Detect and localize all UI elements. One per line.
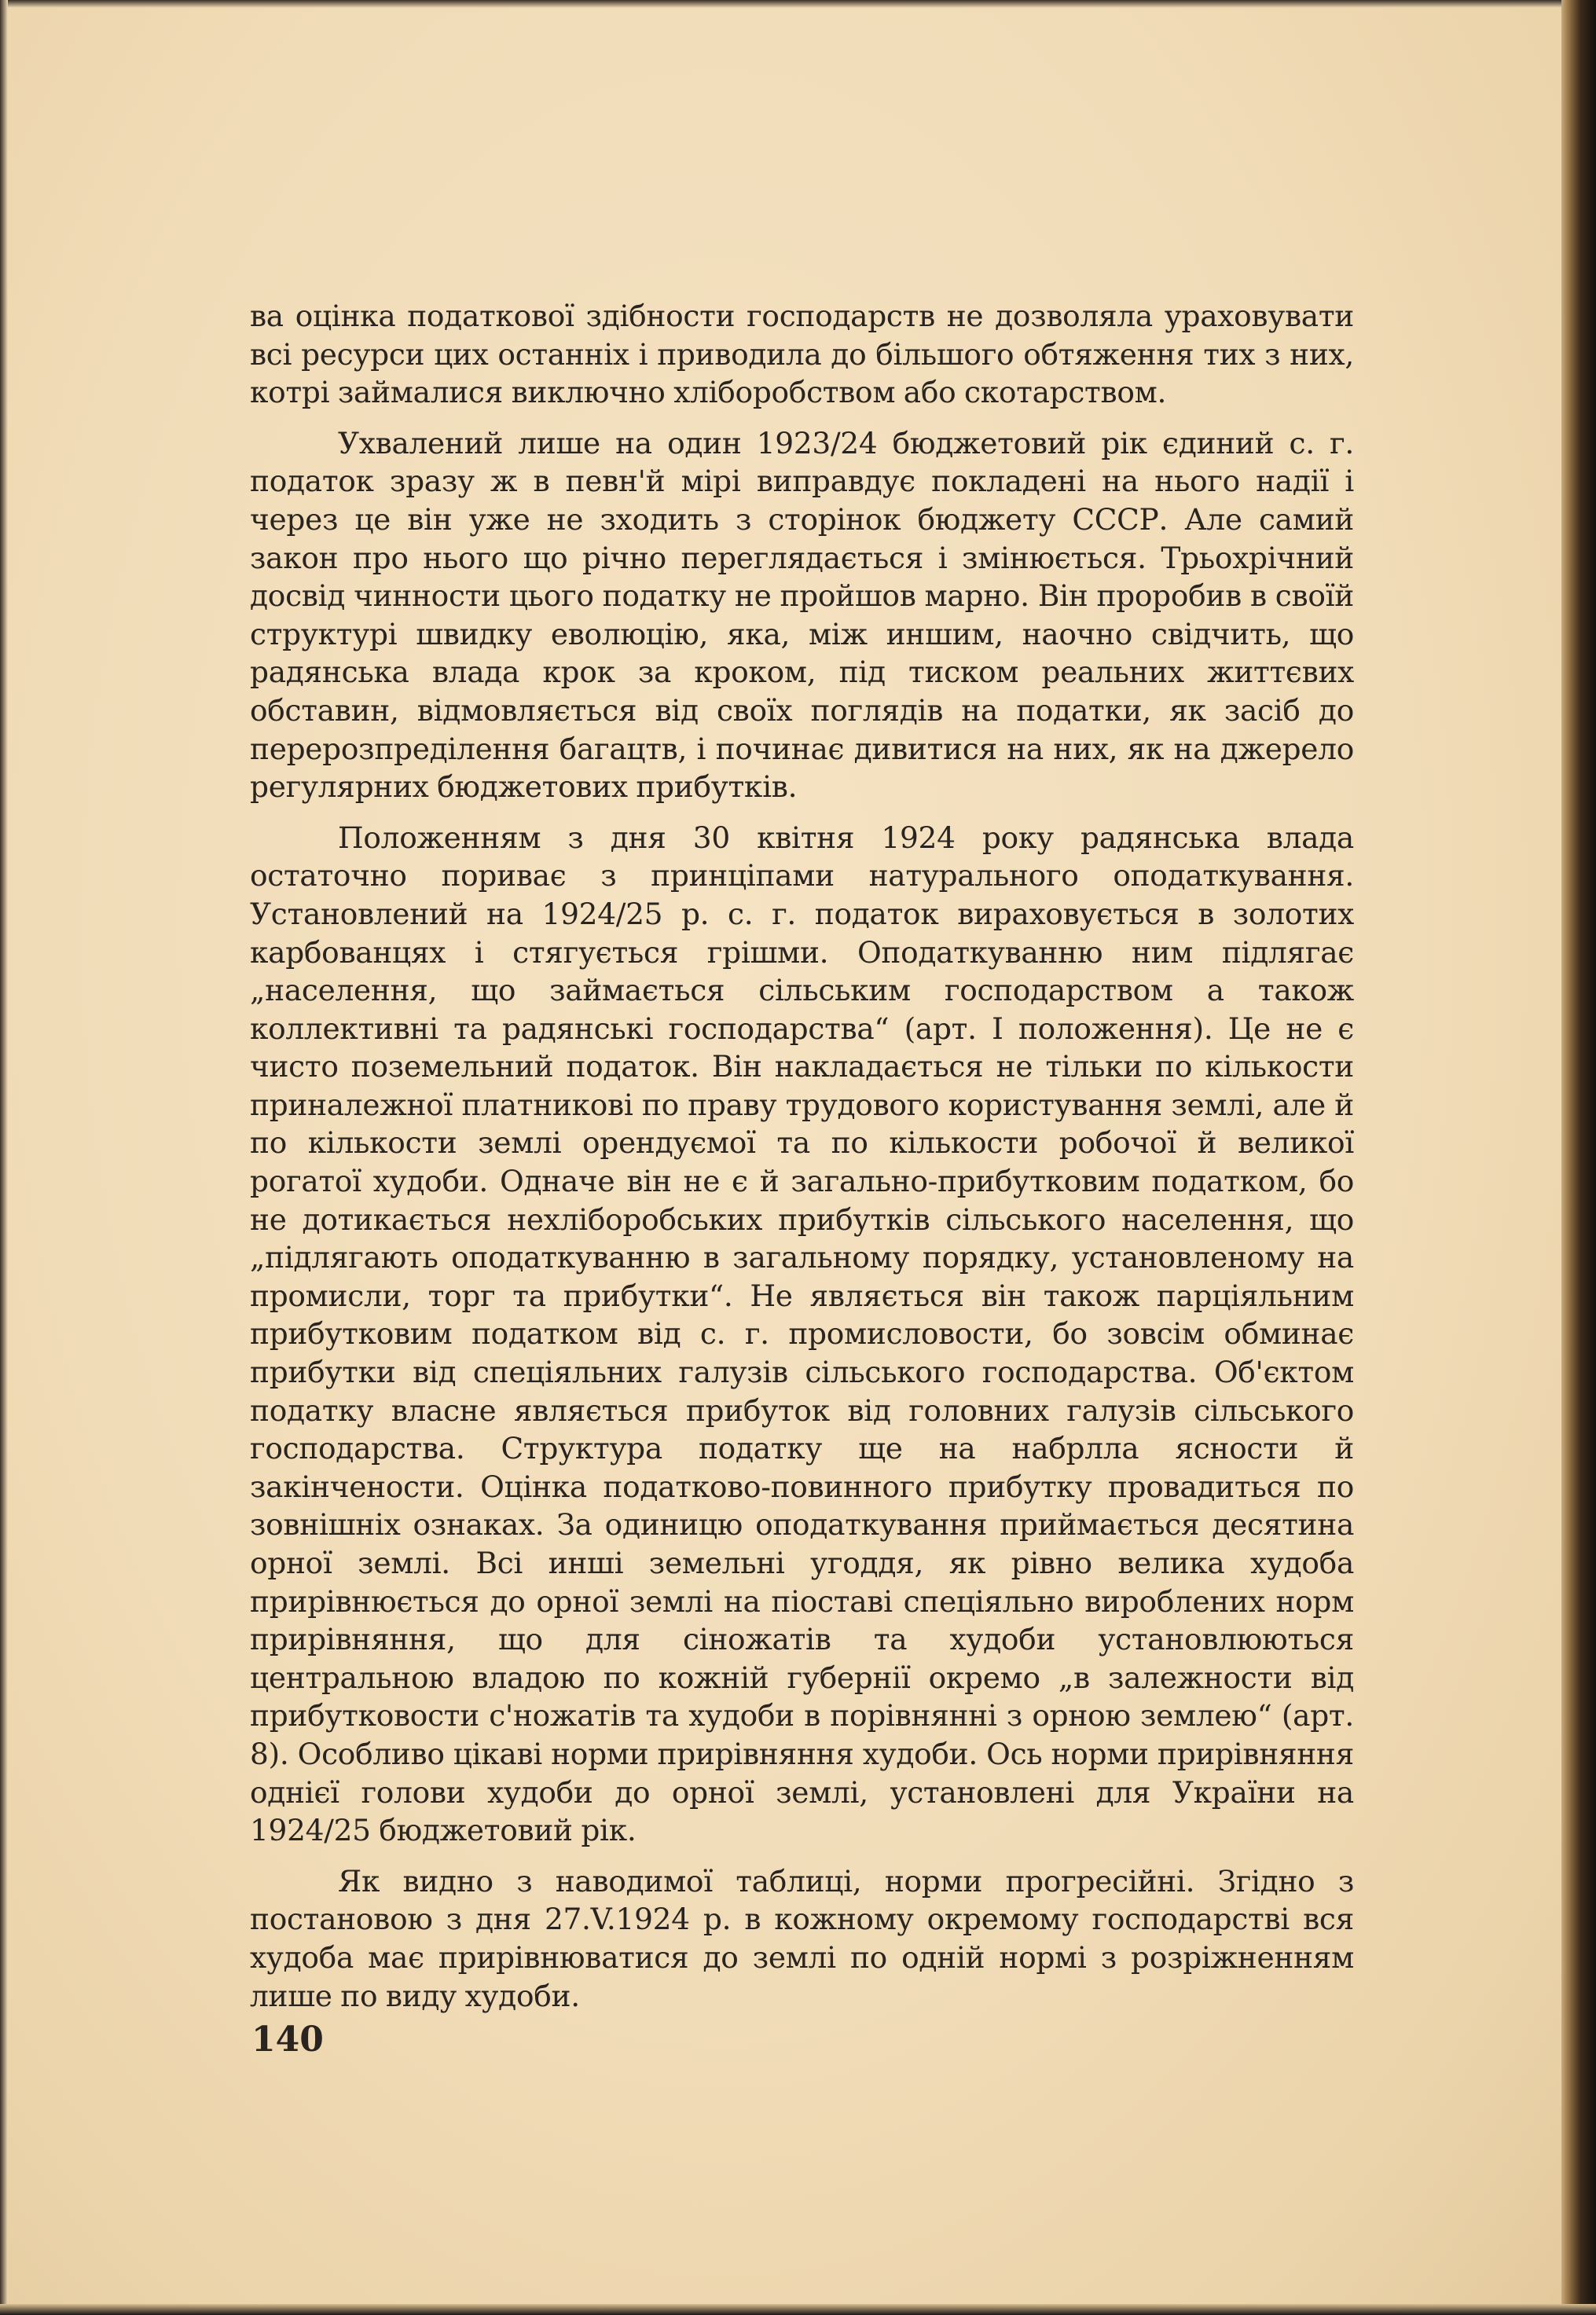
scan-bottom-border: [0, 2304, 1596, 2315]
body-text: [250, 297, 1354, 2027]
paragraph-regulation-april-1924: Положенням з дня 30 квітня 1924 року радянська влада остаточно пориває з принціпами натурального оподаткування. Установлений на 1924/25 р. с. г. податок вираховується в золотих карбованцях і стягується грішми. Оподаткуванню ним підлягає „населення, що займається сільським господарством а також коллективні та радянські господарства“ (арт. І положення). Це не є чисто поземельний податок. Він накладається не тільки по кількости приналежної платникові по праву трудового користування землі, але й по кількости землі орендуємої та по кількости робочої й великої рогатої худоби. Одначе він не є й загально-прибутковим податком, бо не дотикається нехліборобських прибутків сільського населення, що „підлягають оподаткуванню в загальному порядку, установленому на промисли, торг та прибутки“. Не являється він також парціяльним прибутковим податком від с. г. промисловости, бо зовсім обминає прибутки від спеціяльних галузів сільського господарства. Об'єктом податку власне являється прибуток від головних галузів сільського господарства. Структура податку ще на набрлла ясности й закінчености. Оцінка податково-повинного прибутку провадиться по зовнішніх ознаках. За одиницю оподаткування приймається десятина орної землі. Всі инші земельні угоддя, як рівно велика худоба прирівнюється до орної землі на піоставі спеціяльно вироблених норм прирівняння, що для сіножатів та худоби установлюються центральною владою по кожній губернії окремо „в залежности від прибутковости с'ножатів та худоби в порівнянні з орною землею“ (арт. 8). Особливо цікаві норми прирівняння худоби. Ось норми прирівняння однієї голови худоби до орної землі, установлені для України на 1924/25 бюджетовий рік.: [250, 820, 1354, 1848]
paragraph-continuation: ва оцінка податкової здібности господарств не дозволяла ураховувати всі ресурси цих останніх і приводила до більшого обтяження тих з них, котрі займалися виключно хліборобством або скотарством.: [250, 299, 1354, 410]
page-number: 140: [251, 2020, 324, 2060]
scan-top-border: [0, 0, 1596, 8]
paragraph-progressive-norms: Як видно з наводимої таблиці, норми прогресійні. Згідно з постановою з дня 27.V.1924 р. в кожному окремому господарстві вся худоба має прирівнюватися до землі по одній нормі з розріжненням лише по виду худоби.: [250, 1863, 1354, 2013]
scan-left-border: [0, 0, 8, 2315]
paragraph-single-agricultural-tax: Ухвалений лише на один 1923/24 бюджетовий рік єдиний с. г. податок зразу ж в певн'й мірі виправдує покладені на нього надії і через це він уже не зходить з сторінок бюджету СССР. Але самий закон про нього що річно переглядається і змінюється. Трьохрічний досвід чинности цього податку не пройшов марно. Він проробив в своїй структурі швидку еволюцію, яка, між иншим, наочно свідчить, що радянська влада крок за кроком, під тиском реальних життєвих обставин, відмовляється від своїх поглядів на податки, як засіб до перерозпреділення багацтв, і починає дивитися на них, як на джерело регулярних бюджетових прибутків.: [250, 425, 1354, 805]
scan-right-border: [1561, 0, 1596, 2315]
